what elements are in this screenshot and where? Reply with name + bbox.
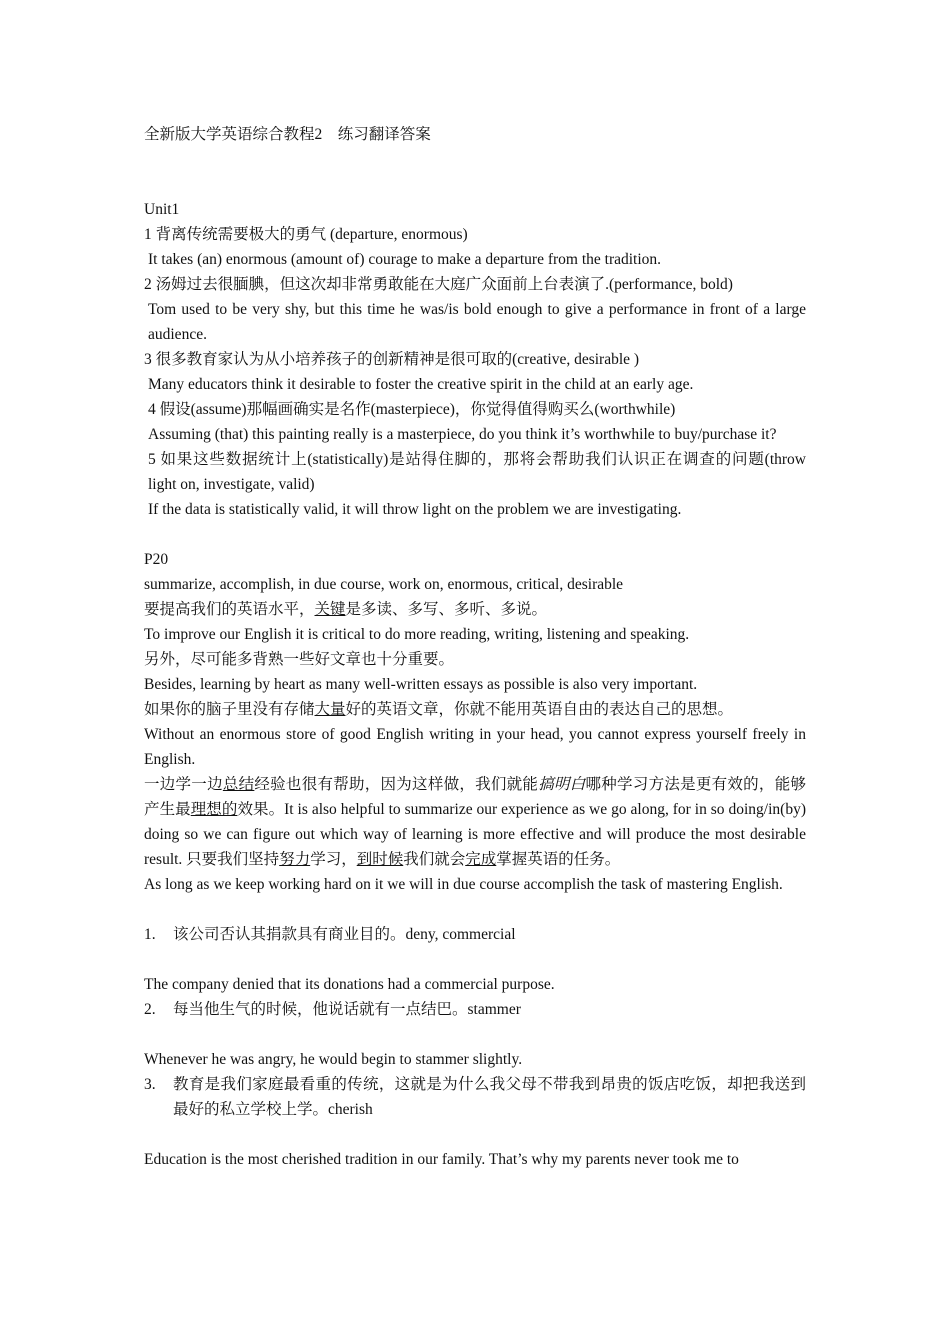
text-run: 效果。It is also helpful to summarize our experience as we go along, for in so doing/in(by) doing so we can figure out which way of learning is more effective and will produce the most desirable result. 只要我们坚持 (144, 801, 806, 868)
item-number: 2. (144, 1001, 156, 1018)
text-run: 是多读、多写、多听、多说。 (345, 601, 548, 618)
underlined-text: 关键 (314, 601, 346, 618)
document-body (144, 122, 806, 1172)
passage-en-3: Without an enormous store of good English writing in your head, you cannot express yourself freely in English. (144, 726, 806, 768)
numbered-answer-2: Whenever he was angry, he would begin to stammer slightly. (144, 1051, 523, 1068)
passage-en-1: To improve our English it is critical to do more reading, writing, listening and speaking. (144, 626, 690, 643)
passage-en-2: Besides, learning by heart as many well-written essays as possible is also very important. (144, 676, 698, 693)
exercise-en-1: It takes (an) enormous (amount of) courage to make a departure from the tradition. (148, 251, 662, 268)
underlined-text: 到时候 (356, 851, 404, 868)
document-title: 全新版大学英语综合教程2 练习翻译答案 (144, 126, 431, 143)
numbered-item-3 (144, 1072, 806, 1122)
numbered-answer-3: Education is the most cherished tradition in our family. That’s why my parents never took me to (144, 1151, 739, 1168)
section-heading-p20: P20 (144, 551, 169, 568)
text-run: 好的英语文章，你就不能用英语自由的表达自己的思想。 (345, 701, 734, 718)
underlined-text: 理想的 (190, 801, 238, 818)
text-run: 哪种学习方法是更有效的，能够产生最 (144, 776, 806, 818)
passage-cn-1 (144, 597, 806, 622)
underlined-text: 努力 (279, 851, 311, 868)
underlined-text: 大量 (314, 701, 346, 718)
exercise-cn-3: 3 很多教育家认为从小培养孩子的创新精神是很可取的(creative, desirable ) (144, 351, 640, 368)
exercise-en-3: Many educators think it desirable to foster the creative spirit in the child at an early age. (148, 376, 694, 393)
exercise-cn-2: 2 汤姆过去很腼腆，但这次却非常勇敢能在大庭广众面前上台表演了.(performance, bold) (144, 276, 733, 293)
underlined-text: 总结 (222, 776, 255, 793)
italic-text: 搞明白 (538, 776, 586, 793)
exercise-cn-4: 4 假设(assume)那幅画确实是名作(masterpiece)，你觉得值得购买么(worthwhile) (148, 401, 676, 418)
item-cn: 教育是我们家庭最看重的传统，这就是为什么我父母不带我到昂贵的饭店吃饭，却把我送到最好的私立学校上学。cherish (173, 1076, 806, 1118)
passage-mixed-4 (144, 772, 806, 872)
numbered-item-1 (144, 922, 806, 947)
item-cn: 该公司否认其捐款具有商业目的。deny, commercial (173, 926, 516, 943)
numbered-answer-1: The company denied that its donations had a commercial purpose. (144, 976, 555, 993)
text-run: 学习， (310, 851, 357, 868)
underlined-text: 完成 (465, 851, 497, 868)
passage-cn-3 (144, 697, 806, 722)
exercise-en-2: Tom used to be very shy, but this time he was/is bold enough to give a performance in front of a large audience. (148, 301, 806, 343)
exercise-cn-5: 5 如果这些数据统计上(statistically)是站得住脚的，那将会帮助我们认识正在调查的问题(throw light on, investigate, valid) (148, 451, 806, 493)
passage-cn-2: 另外，尽可能多背熟一些好文章也十分重要。 (144, 651, 455, 668)
item-cn: 每当他生气的时候，他说话就有一点结巴。stammer (173, 1001, 521, 1018)
text-run: 我们就会 (403, 851, 466, 868)
numbered-item-2 (144, 997, 806, 1022)
text-run: 经验也很有帮助，因为这样做，我们就能 (254, 776, 539, 793)
text-run: 要提高我们的英语水平， (144, 601, 315, 618)
exercise-en-4: Assuming (that) this painting really is a masterpiece, do you think it’s worthwhile to buy/purchase it? (148, 426, 777, 443)
text-run: 一边学一边 (144, 776, 223, 793)
unit-heading: Unit1 (144, 201, 180, 218)
word-list: summarize, accomplish, in due course, work on, enormous, critical, desirable (144, 576, 624, 593)
passage-en-5: As long as we keep working hard on it we will in due course accomplish the task of mastering English. (144, 876, 783, 893)
item-number: 3. (144, 1076, 156, 1093)
item-number: 1. (144, 926, 156, 943)
text-run: 掌握英语的任务。 (496, 851, 621, 868)
exercise-cn-1: 1 背离传统需要极大的勇气 (departure, enormous) (144, 226, 468, 243)
exercise-en-5: If the data is statistically valid, it will throw light on the problem we are investigating. (148, 501, 682, 518)
text-run: 如果你的脑子里没有存储 (144, 701, 315, 718)
